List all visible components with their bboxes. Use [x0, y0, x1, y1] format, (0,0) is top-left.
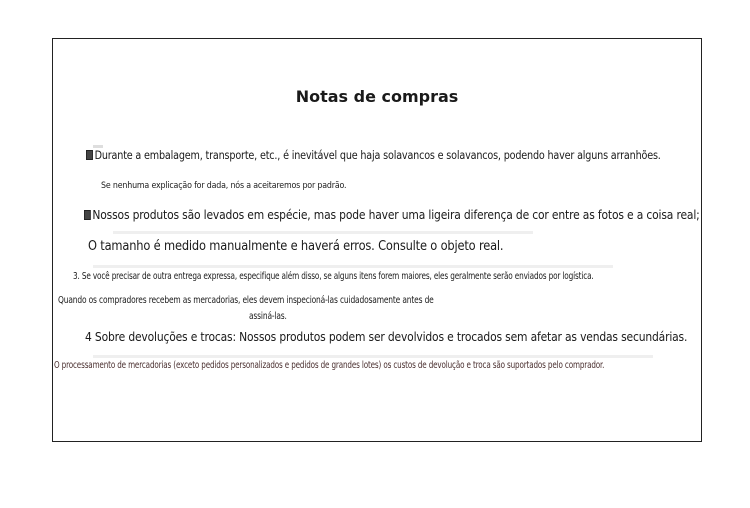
note-returns-exchanges: 4 Sobre devoluções e trocas: Nossos produtos podem ser devolvidos e trocados sem afetar as vendas secundárias.: [85, 329, 688, 344]
note-inspect-goods-continued: assiná-las.: [249, 311, 287, 322]
note-default-acceptance: Se nenhuma explicação for dada, nós a aceitaremos por padrão.: [101, 180, 347, 191]
note-inspect-goods: Quando os compradores recebem as mercadorias, eles devem inspecioná-las cuidadosamente antes de: [58, 295, 434, 306]
bullet-icon: [86, 150, 93, 160]
scan-artifact: [93, 265, 613, 268]
scan-artifact: [93, 355, 653, 358]
note-size-measurement: O tamanho é medido manualmente e haverá erros. Consulte o objeto real.: [88, 239, 504, 254]
note-handling-bumps: [86, 149, 661, 162]
note-color-difference: [84, 208, 700, 223]
note-handling-bumps-text: Durante a embalagem, transporte, etc., é inevitável que haja solavancos e solavancos, podendo haver alguns arranhões.: [94, 149, 661, 162]
notes-title: Notas de compras: [295, 87, 459, 106]
scan-artifact: [93, 145, 103, 148]
note-return-costs: O processamento de mercadorias (exceto pedidos personalizados e pedidos de grandes lotes) os custos de devolução e troca são suportados pelo comprador.: [54, 360, 605, 371]
bullet-icon: [84, 210, 91, 220]
shopping-notes-panel: [52, 38, 702, 442]
note-express-delivery: 3. Se você precisar de outra entrega expressa, especifique além disso, se alguns itens forem maiores, eles geralmente serão enviados por logística.: [73, 271, 594, 282]
scan-artifact: [113, 231, 533, 234]
note-color-difference-text: Nossos produtos são levados em espécie, mas pode haver uma ligeira diferença de cor entre as fotos e a coisa real;: [92, 208, 700, 223]
